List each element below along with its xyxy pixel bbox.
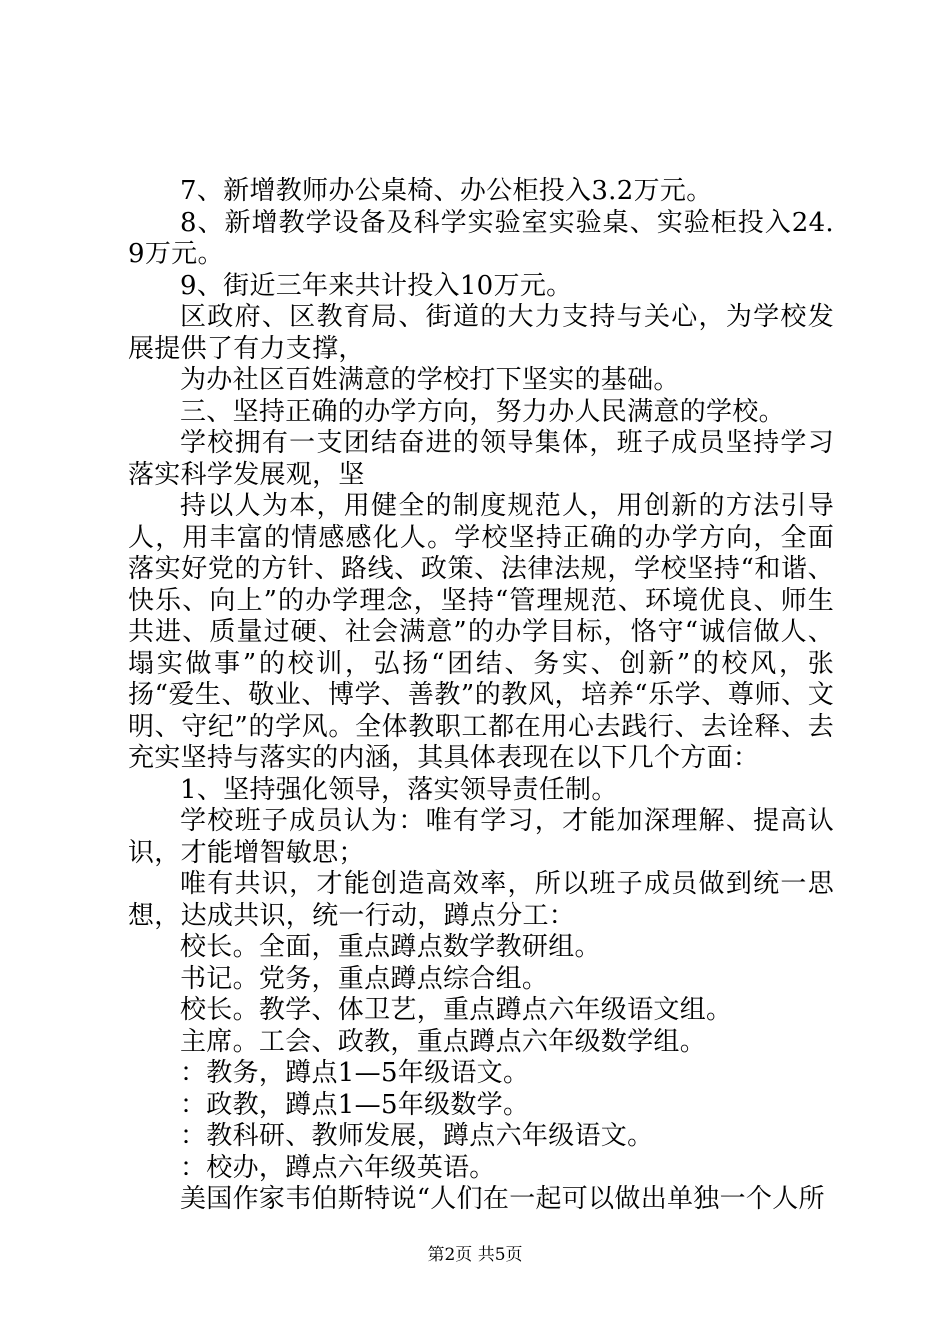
paragraph: 8、新增教学设备及科学实验室实验桌、实验柜投入24.9万元。 — [128, 207, 834, 269]
paragraph: 学校拥有一支团结奋进的领导集体，班子成员坚持学习落实科学发展观，坚 — [128, 428, 834, 490]
list-item: ：教科研、教师发展，蹲点六年级语文。 — [180, 1121, 654, 1151]
paragraph: 持以人为本，用健全的制度规范人，用创新的方法引导人，用丰富的情感感化人。学校坚持正确的办学方向，全面落实好党的方针、路线、政策、法律法规，学校坚持“和谐、快乐、向上”的办学理念，坚持“管理规范、环境优良、师生共进、质量过硬、社会满意”的办学目标，恪守“诚信做人、塌实做事”的校训，弘扬“团结、务实、创新”的校风，张扬“爱生、敬业、博学、善教”的教风，培养“乐学、尊师、文明、守纪”的学风。全体教职工都在用心去践行、去诠释、去充实坚持与落实的内涵，其具体表现在以下几个方面： — [128, 491, 834, 773]
list-item: ：校办，蹲点六年级英语。 — [180, 1152, 496, 1183]
paragraph: 美国作家韦伯斯特说“人们在一起可以做出单独一个人所 — [180, 1184, 825, 1214]
subsection-heading: 1、坚持强化领导，落实领导责任制。 — [180, 774, 618, 805]
paragraph: 区政府、区教育局、街道的大力支持与关心，为学校发展提供了有力支撑， — [128, 302, 834, 364]
list-item: ：教务，蹲点1—5年级语文。 — [180, 1058, 530, 1088]
list-item: 校长。教学、体卫艺，重点蹲点六年级语文组。 — [180, 995, 733, 1025]
paragraph: 7、新增教师办公桌椅、办公柜投入3.2万元。 — [180, 176, 713, 206]
section-heading: 三、坚持正确的办学方向，努力办人民满意的学校。 — [180, 396, 785, 427]
paragraph: 9、街近三年来共计投入10万元。 — [180, 270, 573, 301]
paragraph: 为办社区百姓满意的学校打下坚实的基础。 — [180, 365, 680, 395]
paragraph: 唯有共识，才能创造高效率，所以班子成员做到统一思想，达成共识，统一行动，蹲点分工： — [128, 869, 834, 931]
list-item: 书记。党务，重点蹲点综合组。 — [180, 963, 549, 994]
document-body — [128, 176, 834, 1216]
paragraph: 学校班子成员认为：唯有学习，才能加深理解、提高认识，才能增智敏思； — [128, 806, 834, 868]
list-item: 主席。工会、政教，重点蹲点六年级数学组。 — [180, 1026, 707, 1057]
list-item: ：政教，蹲点1—5年级数学。 — [180, 1089, 530, 1120]
list-item: 校长。全面，重点蹲点数学教研组。 — [180, 932, 601, 962]
page-footer: 第2页 共5页 — [427, 1245, 523, 1265]
